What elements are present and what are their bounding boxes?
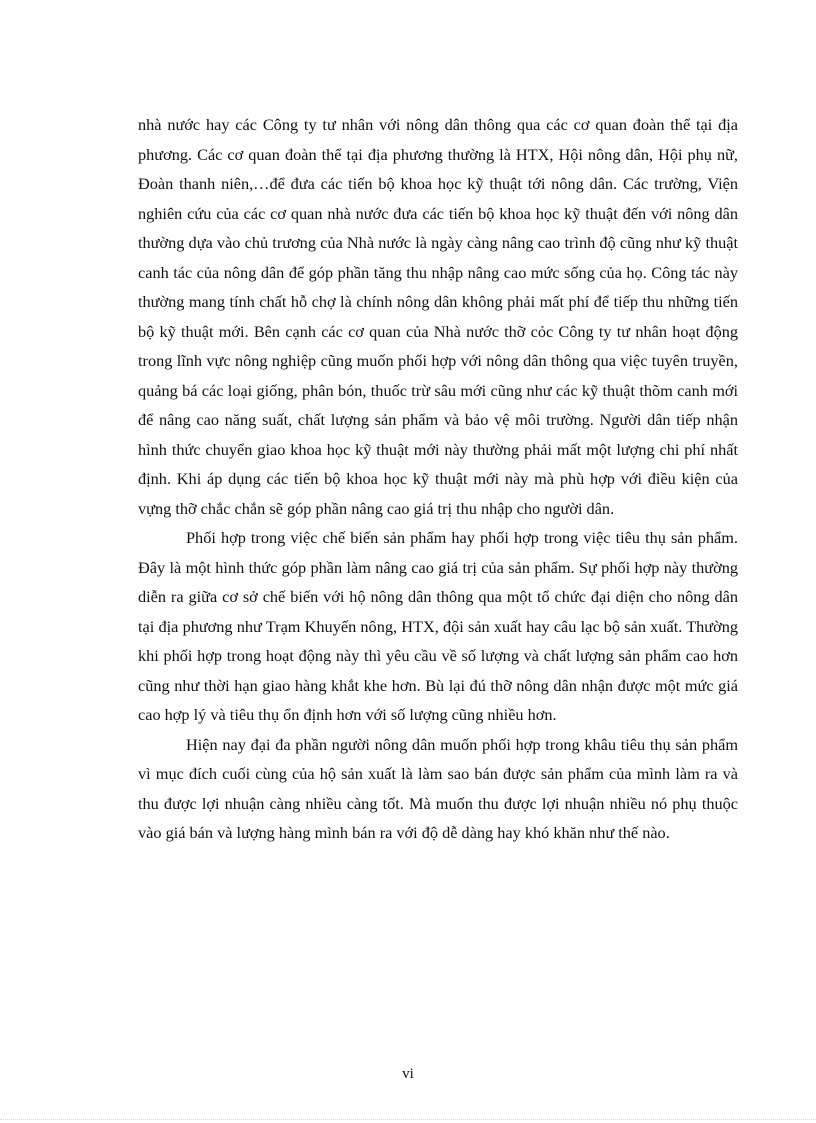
document-body xyxy=(138,110,738,848)
page-number: vi xyxy=(402,1066,414,1082)
paragraph-consumption-cooperation: Hiện nay đại đa phần người nông dân muốn phối hợp trong khâu tiêu thụ sản phẩm vì mục đích cuối cùng của hộ sản xuất là làm sao bán được sản phẩm của mình làm ra và thu được lợi nhuận càng nhiều càng tốt. Mà muốn thu được lợi nhuận nhiều nó phụ thuộc vào giá bán và lượng hàng mình bán ra với độ dễ dàng hay khó khăn như thế nào. xyxy=(138,734,738,842)
paragraph-continuation: nhà nước hay các Công ty tư nhân với nông dân thông qua các cơ quan đoàn thể tại địa phương. Các cơ quan đoàn thể tại địa phương thường là HTX, Hội nông dân, Hội phụ nữ, Đoàn thanh niên,…để đưa các tiến bộ khoa học kỹ thuật tới nông dân. Các trường, Viện nghiên cứu của các cơ quan nhà nước đưa các tiến bộ khoa học kỹ thuật đến với nông dân thường dựa vào chủ trương của Nhà nước là ngày càng nâng cao trình độ cũng như kỹ thuật canh tác của nông dân để góp phần tăng thu nhập nâng cao mức sống của họ. Công tác này thường mang tính chất hỗ chợ là chính nông dân không phải mất phí để tiếp thu những tiến bộ kỹ thuật mới. Bên cạnh các cơ quan của Nhà nước thỡ cỏc Công ty tư nhân hoạt động trong lĩnh vực nông nghiệp cũng muốn phối hợp với nông dân thông qua việc tuyên truyền, quảng bá các loại giống, phân bón, thuốc trừ sâu mới cũng như các kỹ thuật thõm canh mới để nâng cao năng suất, chất lượng sản phẩm và bảo vệ môi trường. Người dân tiếp nhận hình thức chuyển giao khoa học kỹ thuật mới này thường phải mất một lượng chi phí nhất định. Khi áp dụng các tiến bộ khoa học kỹ thuật mới này mà phù hợp với điều kiện của vựng thỡ chắc chắn sẽ góp phần nâng cao giá trị thu nhập cho người dân. xyxy=(138,115,738,518)
page-bottom-divider xyxy=(0,1119,816,1120)
paragraph-processing-cooperation: Phối hợp trong việc chế biến sản phẩm hay phối hợp trong việc tiêu thụ sản phẩm. Đây là một hình thức góp phần làm nâng cao giá trị của sản phẩm. Sự phối hợp này thường diễn ra giữa cơ sở chế biến với hộ nông dân thông qua một tổ chức đại diện cho nông dân tại địa phương như Trạm Khuyến nông, HTX, đội sản xuất hay câu lạc bộ sản xuất. Thường khi phối hợp trong hoạt động này thì yêu cầu về số lượng và chất lượng sản phẩm cao hơn cũng như thời hạn giao hàng khắt khe hơn. Bù lại đú thỡ nông dân nhận được một mức giá cao hợp lý và tiêu thụ ổn định hơn với số lượng cũng nhiều hơn. xyxy=(138,528,738,724)
